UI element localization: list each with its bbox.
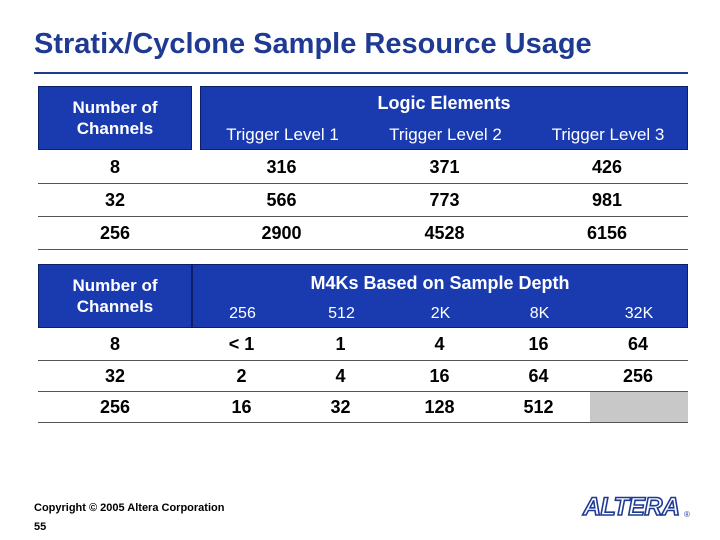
table2-row3-value: 32 <box>330 396 351 417</box>
title-underline <box>34 72 688 74</box>
altera-logo-graphic <box>580 492 692 520</box>
copyright-text: Copyright © 2005 Altera Corporation <box>34 502 225 514</box>
table2-row2-channels: 32 <box>104 365 126 386</box>
table1-channels-header <box>38 86 192 150</box>
table2-row2-value: 256 <box>622 365 654 386</box>
table1-row1-value: 426 <box>591 156 623 177</box>
table2-group-header-label: M4Ks Based on Sample Depth <box>310 273 570 293</box>
table2-col-header-2: 512 <box>328 305 355 322</box>
table1-row1-value: 316 <box>266 156 297 177</box>
table2-col-header-1: 256 <box>229 305 256 322</box>
table2-channels-header <box>38 264 192 328</box>
table1-row1-value: 371 <box>429 156 460 177</box>
table2-row2-value: 64 <box>528 365 549 386</box>
table2-col-header-4: 8K <box>529 305 550 322</box>
table1-row1-channels: 8 <box>109 156 120 177</box>
table2-row2-value: 2 <box>236 365 247 386</box>
table2-group-header <box>192 264 688 328</box>
table2-bottom-border <box>38 422 688 423</box>
table2-row1-value: < 1 <box>228 334 255 354</box>
table1-bottom-border <box>38 249 688 250</box>
table2-row2-value: 4 <box>335 365 346 386</box>
table2-row3-value: 16 <box>231 396 252 417</box>
table2-col-header-3: 2K <box>430 305 451 322</box>
table1-channels-header-label: Number of Channels <box>72 98 158 138</box>
table2-row3-value: 128 <box>424 396 455 417</box>
table2-row3-value <box>588 392 688 422</box>
svg-text:®: ® <box>684 510 690 519</box>
altera-logo <box>580 492 692 525</box>
table1-row3-value: 4528 <box>424 222 465 243</box>
table2-channels-header-label: Number of Channels <box>72 276 158 316</box>
table1-row3-value: 2900 <box>261 222 302 243</box>
table2-row1-value: 4 <box>434 334 445 354</box>
table1-col-header-3: Trigger Level 3 <box>551 125 665 144</box>
table2-row1-value: 1 <box>335 334 346 354</box>
table2-row1-channels: 8 <box>109 334 120 354</box>
table1-col-header-1: Trigger Level 1 <box>226 125 339 144</box>
table2-row1-value: 16 <box>528 334 549 354</box>
altera-logo-text: ALTERA <box>583 493 680 520</box>
slide-title: Stratix/Cyclone Sample Resource Usage <box>34 28 592 60</box>
table1-row2-value: 566 <box>266 189 297 210</box>
table1-row2-value: 981 <box>591 189 623 210</box>
table1-col-header-2: Trigger Level 2 <box>389 125 502 144</box>
table2-row3-channels: 256 <box>99 396 131 417</box>
page-number: 55 <box>34 521 47 533</box>
table1-row3-value: 6156 <box>586 222 628 243</box>
table1-group-header <box>200 86 688 150</box>
table2-row2-value: 16 <box>429 365 450 386</box>
table2-row3-value: 512 <box>523 396 554 417</box>
table1-row2-channels: 32 <box>104 189 126 210</box>
table1-group-header-label: Logic Elements <box>377 93 511 113</box>
table1-row2-value: 773 <box>429 189 460 210</box>
table2-col-header-5: 32K <box>624 305 654 322</box>
table2-row1-value: 64 <box>627 334 649 354</box>
table1-row3-channels: 256 <box>99 222 131 243</box>
